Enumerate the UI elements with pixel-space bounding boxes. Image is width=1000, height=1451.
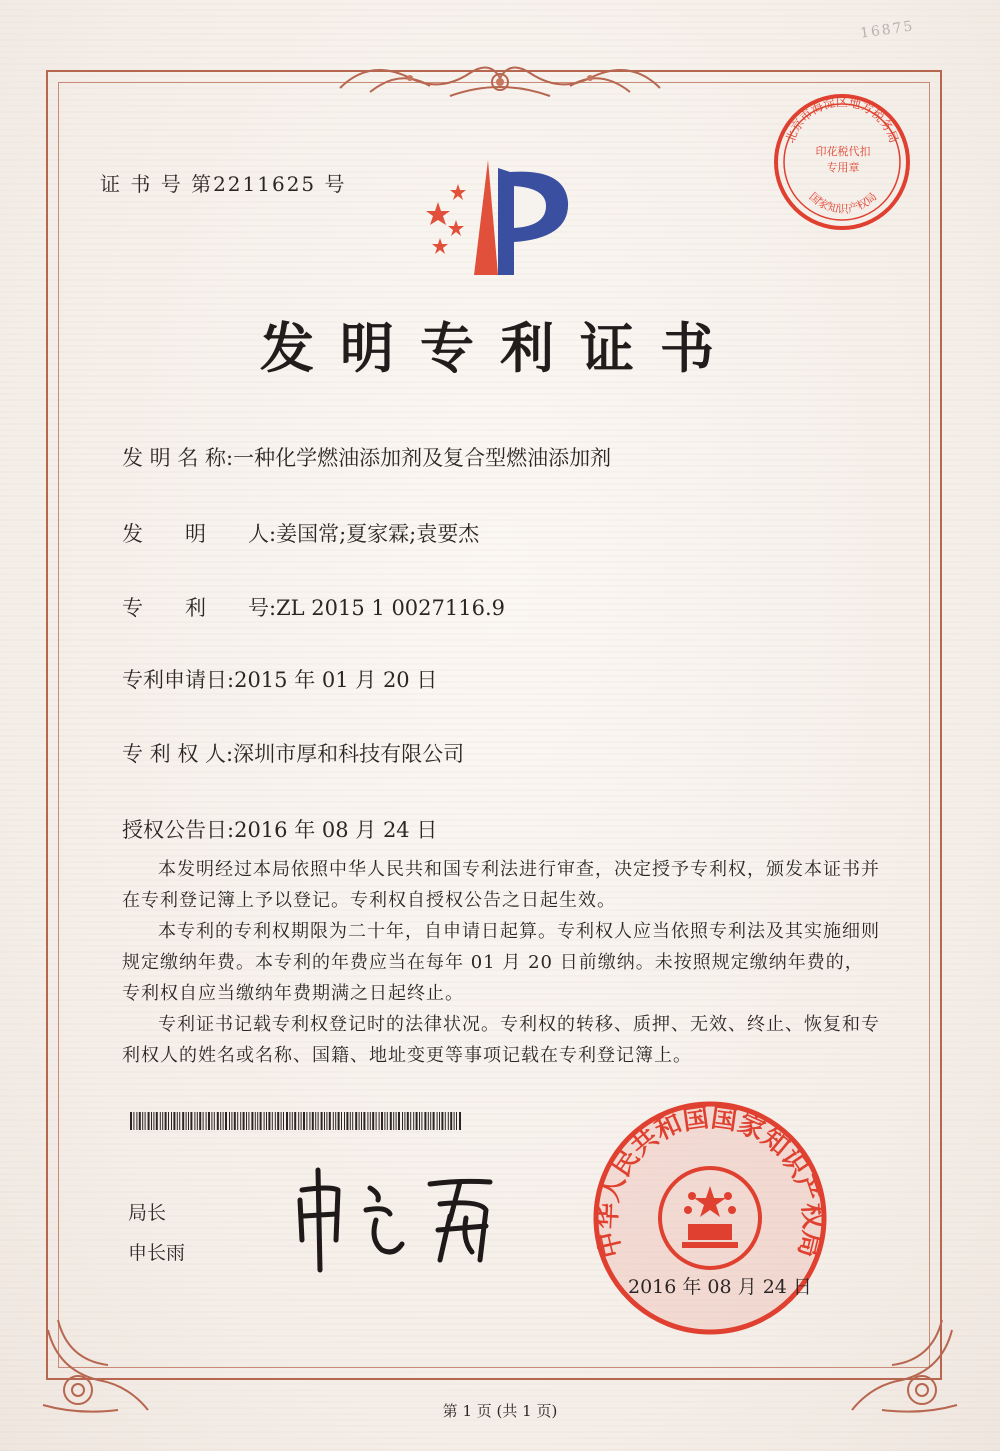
barcode-bar — [186, 1112, 187, 1130]
patent-office-logo-icon — [410, 150, 580, 290]
barcode-bar — [260, 1112, 262, 1130]
barcode-bar — [454, 1112, 455, 1130]
field-inventors — [122, 518, 479, 548]
barcode-bar — [268, 1112, 270, 1130]
svg-text:国家知识产权局 — [807, 190, 880, 216]
barcode-bar — [153, 1112, 154, 1130]
barcode-bar — [363, 1112, 365, 1130]
barcode-bar — [272, 1112, 273, 1130]
barcode-bar — [344, 1112, 345, 1130]
barcode-bar — [142, 1112, 143, 1130]
barcode-bar — [190, 1112, 192, 1130]
barcode-bar — [437, 1112, 438, 1130]
barcode-bar — [171, 1112, 172, 1130]
legal-paragraph: 本发明经过本局依照中华人民共和国专利法进行审查，决定授予专利权，颁发本证书并在专利登记簿上予以登记。专利权自授权公告之日起生效。 — [122, 859, 880, 911]
barcode-bar — [289, 1112, 290, 1130]
barcode-bar — [450, 1112, 452, 1130]
barcode-bar — [266, 1112, 267, 1130]
barcode-bar — [165, 1112, 167, 1130]
barcode-bar — [413, 1112, 414, 1130]
barcode-bar — [197, 1112, 198, 1130]
field-value: 深圳市厚和科技有限公司 — [233, 742, 465, 766]
barcode-bar — [350, 1112, 351, 1130]
barcode-bar — [220, 1112, 221, 1130]
tax-seal-bottom-text: 国家知识产权局 — [806, 190, 880, 216]
barcode-bar — [338, 1112, 340, 1130]
tax-stamp-seal — [770, 90, 915, 235]
barcode-bar — [162, 1112, 163, 1130]
barcode-bar — [410, 1112, 411, 1130]
barcode-bar — [281, 1112, 282, 1130]
field-value: 2015 年 01 月 20 日 — [234, 668, 438, 692]
field-label: 发 明 人: — [122, 522, 277, 546]
barcode-bar — [188, 1112, 189, 1130]
barcode-bar — [361, 1112, 362, 1130]
barcode-bar — [346, 1112, 348, 1130]
barcode-bar — [240, 1112, 241, 1130]
field-patent-number — [122, 592, 505, 622]
seal-date: 2016 年 08 月 24 日 — [628, 1276, 812, 1298]
barcode-bar — [292, 1112, 293, 1130]
barcode-bar — [237, 1112, 238, 1130]
barcode-bar — [177, 1112, 178, 1130]
barcode-bar — [333, 1112, 334, 1130]
barcode-bar — [214, 1112, 215, 1130]
barcode-bar — [208, 1112, 210, 1130]
barcode-bar — [318, 1112, 319, 1130]
barcode-bar — [160, 1112, 161, 1130]
handwritten-signature — [290, 1160, 530, 1280]
barcode-bar — [248, 1112, 249, 1130]
barcode-bar — [326, 1112, 327, 1130]
barcode-bar — [359, 1112, 360, 1130]
barcode-bar — [217, 1112, 219, 1130]
barcode-bar — [257, 1112, 258, 1130]
top-ornament — [330, 48, 670, 108]
certificate-number: 证 书 号 第2211625 号 — [100, 172, 347, 196]
office-seal — [590, 1098, 830, 1338]
barcode-bar — [459, 1112, 461, 1130]
barcode-bar — [341, 1112, 342, 1130]
barcode-bar — [396, 1112, 397, 1130]
svg-text:北京市海淀区地方税务局 — [783, 94, 901, 144]
barcode-bar — [381, 1112, 383, 1130]
field-invention-name — [122, 442, 611, 472]
barcode-bar — [246, 1112, 247, 1130]
barcode-bar — [441, 1112, 443, 1130]
barcode-bar — [367, 1112, 368, 1130]
field-label: 专利申请日: — [122, 668, 235, 692]
barcode-bar — [379, 1112, 380, 1130]
barcode-bar — [151, 1112, 152, 1130]
field-value: 2016 年 08 月 24 日 — [234, 818, 438, 842]
barcode-bar — [203, 1112, 204, 1130]
barcode-bar — [148, 1112, 150, 1130]
corner-handwritten-note: 16875 — [859, 18, 916, 42]
barcode — [130, 1112, 462, 1130]
barcode-bar — [419, 1112, 420, 1130]
barcode-bar — [402, 1112, 403, 1130]
barcode-bar — [179, 1112, 180, 1130]
certificate-title: 发明专利证书 — [260, 316, 740, 380]
barcode-bar — [136, 1112, 137, 1130]
barcode-bar — [329, 1112, 331, 1130]
barcode-bar — [277, 1112, 279, 1130]
barcode-bar — [173, 1112, 175, 1130]
barcode-bar — [416, 1112, 418, 1130]
barcode-bar — [255, 1112, 256, 1130]
office-seal-text: 中华人民共和国国家知识产权局 — [592, 1103, 828, 1261]
barcode-bar — [315, 1112, 316, 1130]
field-value: 姜国常;夏家霖;袁要杰 — [276, 522, 480, 546]
barcode-bar — [445, 1112, 446, 1130]
barcode-bar — [225, 1112, 227, 1130]
barcode-bar — [393, 1112, 394, 1130]
legal-text — [122, 854, 882, 1071]
barcode-bar — [430, 1112, 431, 1130]
barcode-bar — [303, 1112, 305, 1130]
barcode-bar — [133, 1112, 134, 1130]
barcode-bar — [306, 1112, 307, 1130]
barcode-bar — [243, 1112, 245, 1130]
barcode-bar — [194, 1112, 195, 1130]
barcode-bar — [156, 1112, 158, 1130]
barcode-bar — [286, 1112, 288, 1130]
barcode-bar — [229, 1112, 230, 1130]
barcode-bar — [301, 1112, 302, 1130]
field-label: 专 利 权 人: — [122, 742, 234, 766]
barcode-bar — [439, 1112, 440, 1130]
barcode-bar — [312, 1112, 314, 1130]
barcode-bar — [335, 1112, 336, 1130]
field-value: ZL 2015 1 0027116.9 — [276, 596, 506, 620]
barcode-bar — [145, 1112, 146, 1130]
barcode-bar — [206, 1112, 207, 1130]
tax-seal-inner-text: 印花税代扣专用章 — [815, 145, 871, 174]
barcode-bar — [398, 1112, 400, 1130]
barcode-bar — [456, 1112, 457, 1130]
field-patentee — [122, 738, 464, 768]
barcode-bar — [199, 1112, 201, 1130]
barcode-bar — [321, 1112, 323, 1130]
barcode-bar — [309, 1112, 310, 1130]
field-label: 授权公告日: — [122, 818, 235, 842]
barcode-bar — [372, 1112, 374, 1130]
barcode-bar — [421, 1112, 422, 1130]
barcode-bar — [355, 1112, 357, 1130]
barcode-bar — [370, 1112, 371, 1130]
field-application-date — [122, 664, 437, 694]
legal-paragraph: 本专利的专利权期限为二十年，自申请日起算。专利权人应当依照专利法及其实施细则规定缴纳年费。本专利的年费应当在每年 01 月 20 日前缴纳。未按照规定缴纳年费的，专利权自应当缴纳年费期满之日起终止。 — [122, 921, 880, 1004]
barcode-bar — [428, 1112, 429, 1130]
barcode-bar — [390, 1112, 392, 1130]
barcode-bar — [324, 1112, 325, 1130]
barcode-bar — [387, 1112, 388, 1130]
barcode-bar — [168, 1112, 169, 1130]
barcode-bar — [448, 1112, 449, 1130]
barcode-bar — [234, 1112, 236, 1130]
barcode-bar — [376, 1112, 377, 1130]
barcode-bar — [283, 1112, 284, 1130]
barcode-bar — [182, 1112, 184, 1130]
barcode-bar — [404, 1112, 405, 1130]
legal-paragraph: 专利证书记载专利权登记时的法律状况。专利权的转移、质押、无效、终止、恢复和专利权人的姓名或名称、国籍、地址变更等事项记载在专利登记簿上。 — [122, 1014, 880, 1066]
barcode-bar — [130, 1112, 132, 1130]
barcode-bar — [211, 1112, 212, 1130]
barcode-bar — [264, 1112, 265, 1130]
page-footer: 第 1 页 (共 1 页) — [442, 1402, 558, 1420]
barcode-bar — [294, 1112, 296, 1130]
field-label: 发 明 名 称: — [122, 446, 234, 470]
barcode-bar — [407, 1112, 409, 1130]
signatory-name: 申长雨 — [128, 1242, 186, 1264]
barcode-bar — [424, 1112, 426, 1130]
barcode-bar — [433, 1112, 435, 1130]
barcode-bar — [223, 1112, 224, 1130]
barcode-bar — [352, 1112, 353, 1130]
barcode-bar — [139, 1112, 141, 1130]
barcode-bar — [231, 1112, 232, 1130]
barcode-bar — [384, 1112, 385, 1130]
barcode-bar — [298, 1112, 299, 1130]
tax-seal-outer-text: 北京市海淀区地方税务局 — [782, 94, 902, 145]
signatory-role: 局长 — [128, 1202, 167, 1224]
barcode-bar — [251, 1112, 253, 1130]
field-grant-date — [122, 814, 437, 844]
barcode-bar — [275, 1112, 276, 1130]
field-value: 一种化学燃油添加剂及复合型燃油添加剂 — [233, 446, 612, 470]
field-label: 专 利 号: — [122, 596, 277, 620]
